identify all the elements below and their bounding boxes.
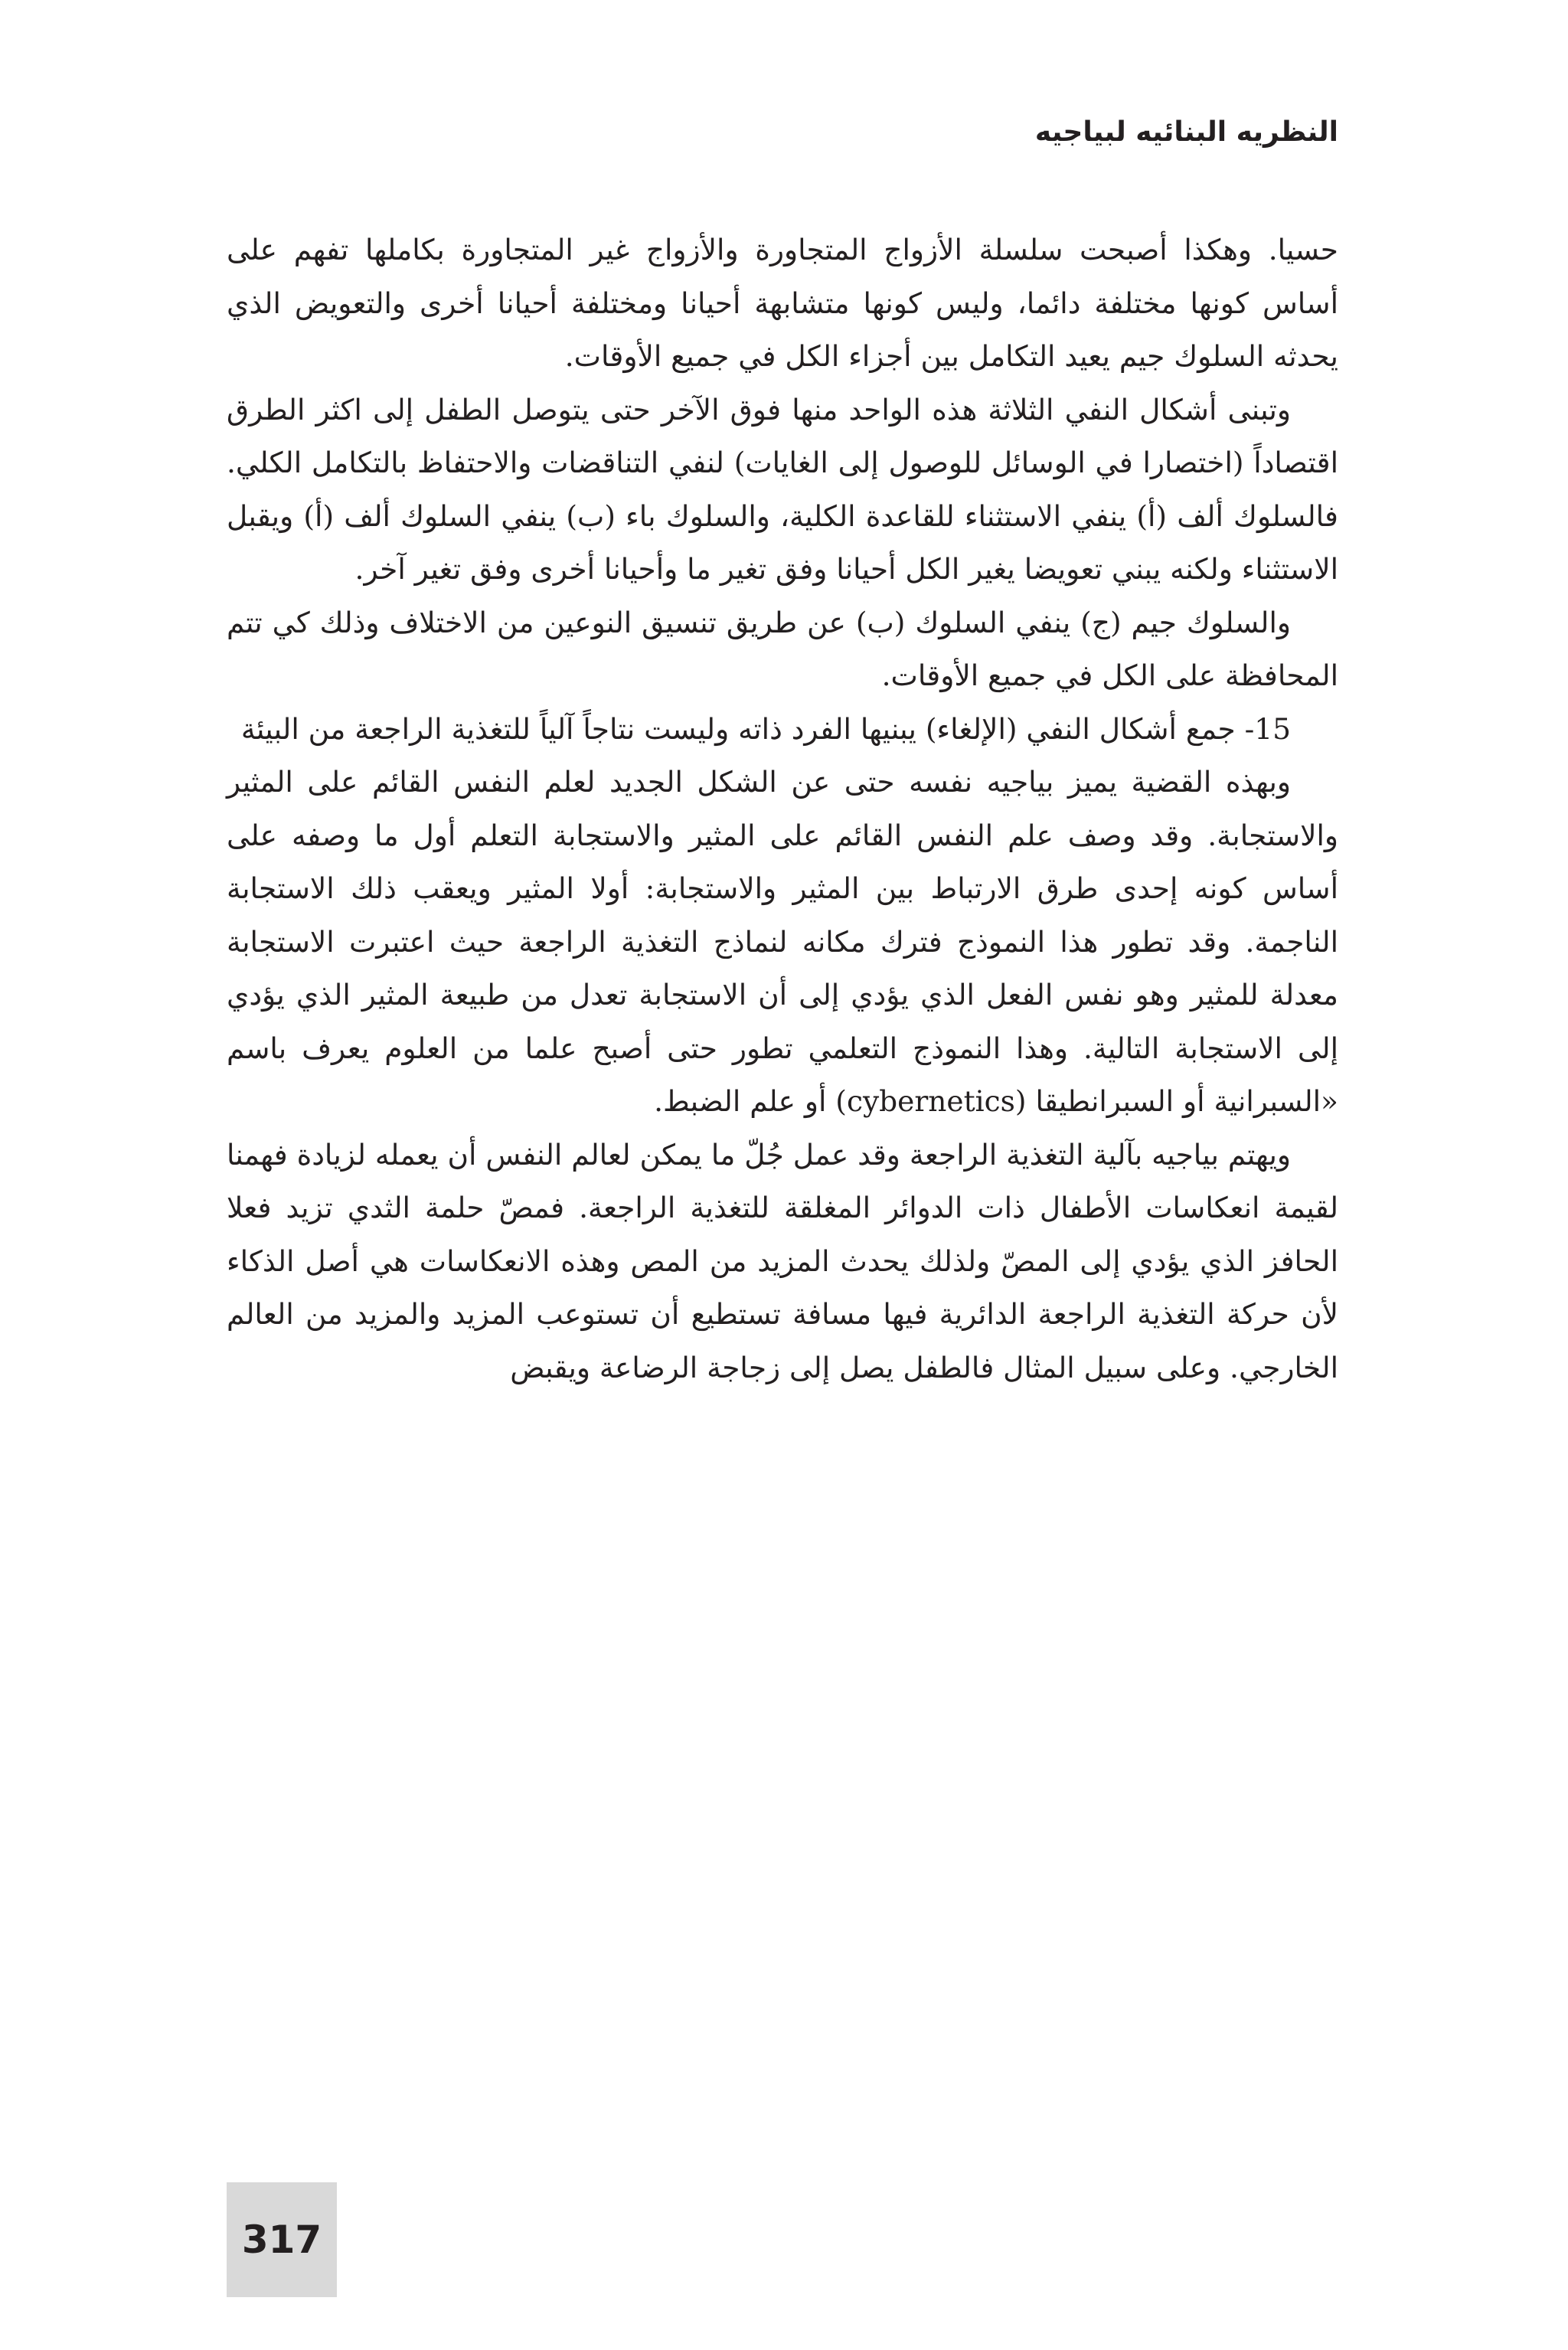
paragraph-1: حسيا. وهكذا أصبحت سلسلة الأزواج المتجاورة والأزواج غير المتجاورة بكاملها تفهم على أساس كونها مختلفة دائما، وليس كونها متشابهة أحيانا ومختلفة أحيانا أخرى والتعويض الذي يحدثه السلوك جيم يعيد التكامل بين أجزاء الكل في جميع الأوقات. [227,233,1338,373]
paragraph-3: والسلوك جيم (ج) ينفي السلوك (ب) عن طريق تنسيق النوعين من الاختلاف وذلك كي تتم المحافظة على الكل في جميع الأوقات. [227,605,1338,692]
running-header-title: النظريه البنائيه لبياجيه [1034,116,1338,148]
running-header [1035,113,1338,152]
paragraph-5: وبهذه القضية يميز بياجيه نفسه حتى عن الشكل الجديد لعلم النفس القائم على المثير والاستجابة. وقد وصف علم النفس القائم على المثير والاستجابة التعلم أول ما وصفه على أساس كونه إحدى طرق الارتباط بين المثير والاستجابة: أولا المثير ويعقب ذلك الاستجابة الناجمة. وقد تطور هذا النموذج فترك مكانه لنماذج التغذية الراجعة حيث اعتبرت الاستجابة معدلة للمثير وهو نفس الفعل الذي يؤدي إلى أن الاستجابة تعدل من طبيعة المثير الذي يؤدي إلى الاستجابة التالية. وهذا النموذج التعلمي تطور حتى أصبح علما من العلوم يعرف باسم «السبرانية أو السبرانطيقا (cybernetics) أو علم الضبط. [227,765,1338,1118]
paragraph-4-heading: 15- جمع أشكال النفي (الإلغاء) يبنيها الفرد ذاته وليست نتاجاً آلياً للتغذية الراجعة من البيئة [240,711,1291,746]
page-body [227,224,1338,1394]
paragraph-6: ويهتم بياجيه بآلية التغذية الراجعة وقد عمل جُلّ ما يمكن لعالم النفس أن يعمله لزيادة فهمنا لقيمة انعكاسات الأطفال ذات الدوائر المغلقة للتغذية الراجعة. فمصّ حلمة الثدي تزيد فعلا الحافز الذي يؤدي إلى المصّ ولذلك يحدث المزيد من المص وهذه الانعكاسات هي أصل الذكاء لأن حركة التغذية الراجعة الدائرية فيها مسافة تستطيع أن تستوعب المزيد والمزيد من العالم الخارجي. وعلى سبيل المثال فالطفل يصل إلى زجاجة الرضاعة ويقبض [227,1137,1338,1384]
paragraph-2: وتبنى أشكال النفي الثلاثة هذه الواحد منها فوق الآخر حتى يتوصل الطفل إلى اكثر الطرق اقتصاداً (اختصارا في الوسائل للوصول إلى الغايات) لنفي التناقضات والاحتفاظ بالتكامل الكلي. فالسلوك ألف (أ) ينفي الاستثناء للقاعدة الكلية، والسلوك باء (ب) ينفي السلوك ألف (أ) ويقبل الاستثناء ولكنه يبني تعويضا يغير الكل أحيانا وفق تغير ما وأحيانا أخرى وفق تغير آخر. [227,392,1338,586]
page-number: 317 [241,2218,322,2262]
page-number-box [227,2182,337,2297]
